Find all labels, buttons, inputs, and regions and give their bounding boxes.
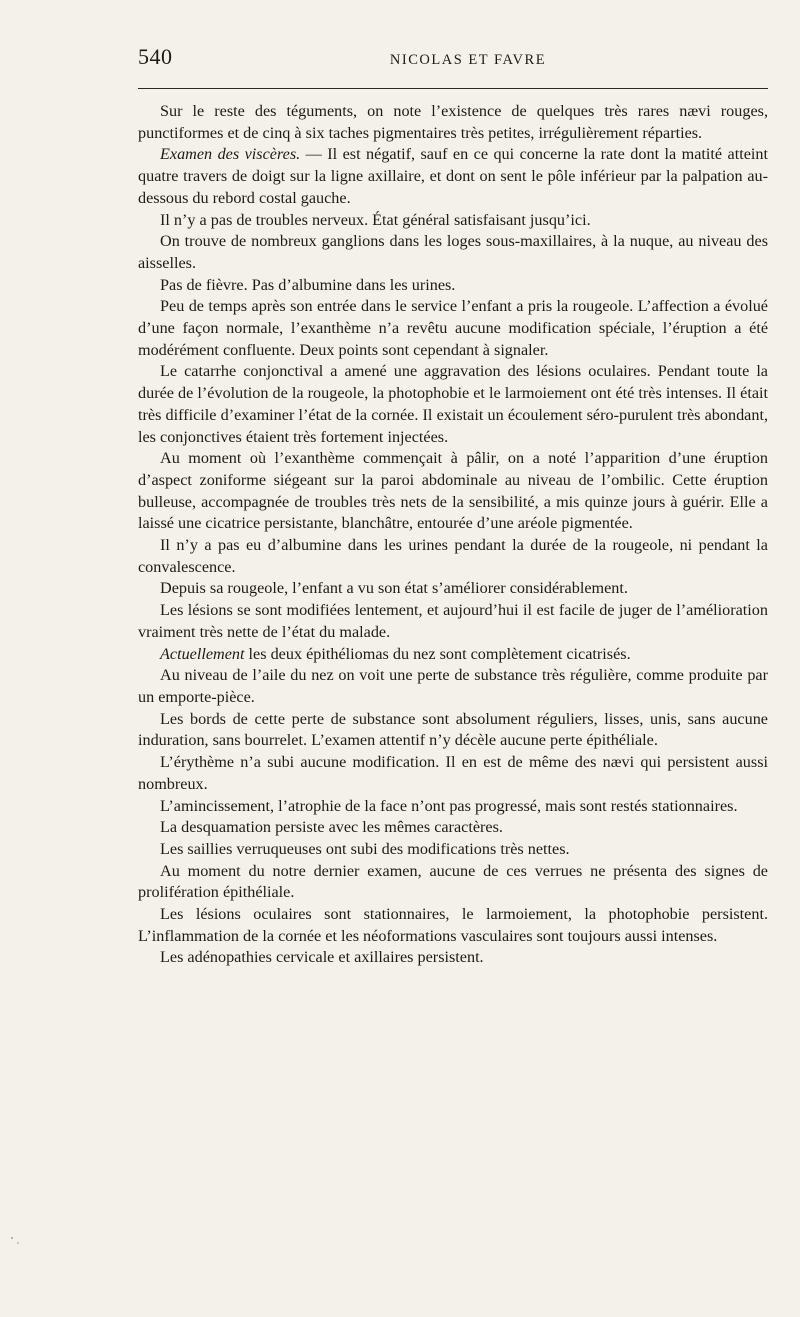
paragraph-text: Depuis sa rougeole, l’enfant a vu son état s’améliorer considérablement. [160,579,628,598]
paragraph-text: Les saillies verruqueuses ont subi des modifications très nettes. [160,839,570,858]
paragraph [138,839,768,861]
paragraph [138,904,768,947]
paragraph [138,817,768,839]
paragraph-text: Au moment où l’exanthème commençait à pâlir, on a noté l’apparition d’une éruption d’aspect zoniforme siégeant sur la paroi abdominale au niveau de l’ombilic. Cette éruption bulleuse, accompagnée de troubles très nets de la sensibilité, a mis quinze jours à guérir. Elle a laissé une cicatrice persistante, blanchâtre, entourée d’une aréole pigmentée. [138,449,768,533]
paragraph-text: Sur le reste des téguments, on note l’existence de quelques très rares nævi rouges, punctiformes et de cinq à six taches pigmentaires très petites, irrégulièrement réparties. [138,102,768,142]
paragraph [138,796,768,818]
paragraph-text: Les bords de cette perte de substance sont absolument réguliers, lisses, unis, sans aucune induration, sans bourrelet. L’examen attentif n’y décèle aucune perte épithéliale. [138,709,768,750]
paragraph-lead-italic: Examen des viscères. [160,145,301,164]
paragraph [138,644,768,666]
paragraph-lead-italic: Actuellement [160,644,245,663]
paragraph-text: Au moment du notre dernier examen, aucune de ces verrues ne présenta des signes de prolifération épithéliale. [138,861,768,902]
page-header [138,44,768,78]
paragraph [138,535,768,578]
header-rule [138,88,768,89]
paragraph-text: Il n’y a pas de troubles nerveux. État général satisfaisant jusqu’ici. [160,210,591,229]
paragraph-text: Peu de temps après son entrée dans le service l’enfant a pris la rougeole. L’affection a évolué d’une façon normale, l’exanthème n’a revêtu aucune modification spéciale, l’éruption a été modérément confluente. Deux points sont cependant à signaler. [138,297,768,359]
paragraph [138,947,768,969]
scan-edge-mark [8,1232,22,1246]
paragraph-text: Au niveau de l’aile du nez on voit une perte de substance très régulière, comme produite par un emporte-pièce. [138,666,768,706]
paragraph [138,101,768,144]
paragraph [138,361,768,448]
paragraph-text: La desquamation persiste avec les mêmes caractères. [160,818,503,837]
paragraph-text: Pas de fièvre. Pas d’albumine dans les urines. [160,275,456,294]
paragraph [138,296,768,361]
paragraph [138,210,768,232]
paragraph [138,861,768,904]
body-text [138,101,768,969]
paragraph-text: Le catarrhe conjonctival a amené une aggravation des lésions oculaires. Pendant toute la durée de l’évolution de la rougeole, la photophobie et le larmoiement ont été très intenses. Il était très difficile d’examiner l’état de la cornée. Il existait un écoulement séro-purulent très abondant, les conjonctives étaient très fortement injectées. [138,362,768,446]
paragraph-text: Il n’y a pas eu d’albumine dans les urines pendant la durée de la rougeole, ni pendant la convalescence. [138,536,768,576]
paragraph [138,144,768,209]
paragraph-text: Les lésions se sont modifiées lentement, et aujourd’hui il est facile de juger de l’amélioration vraiment très nette de l’état du malade. [138,601,768,641]
paragraph [138,665,768,708]
paragraph [138,578,768,600]
paragraph [138,231,768,274]
page-number: 540 [138,44,173,69]
paragraph [138,275,768,297]
paragraph-text: L’amincissement, l’atrophie de la face n’ont pas progressé, mais sont restés stationnaires. [160,796,738,815]
paragraph-text: L’érythème n’a subi aucune modification. Il en est de même des nævi qui persistent aussi nombreux. [138,753,768,793]
paragraph-text: les deux épithéliomas du nez sont complètement cicatrisés. [244,644,631,663]
paragraph-text: Les adénopathies cervicale et axillaires persistent. [160,948,484,967]
paragraph-text: Les lésions oculaires sont stationnaires, le larmoiement, la photophobie persistent. L’inflammation de la cornée et les néoformations vasculaires sont toujours aussi intenses. [138,905,768,945]
paragraph-text: — Il est négatif, sauf en ce qui concerne la rate dont la matité atteint quatre travers de doigt sur la ligne axillaire, et dont on sent le pôle inférieur par la palpation au-dessous du rebord costal gauche. [138,145,768,207]
paragraph [138,448,768,535]
paragraph [138,600,768,643]
paragraph [138,709,768,752]
scan-speck-icon [8,1232,22,1246]
paragraph-text: On trouve de nombreux ganglions dans les loges sous-maxillaires, à la nuque, au niveau des aisselles. [138,232,768,272]
running-head: NICOLAS ET FAVRE [389,52,547,68]
paragraph [138,752,768,795]
